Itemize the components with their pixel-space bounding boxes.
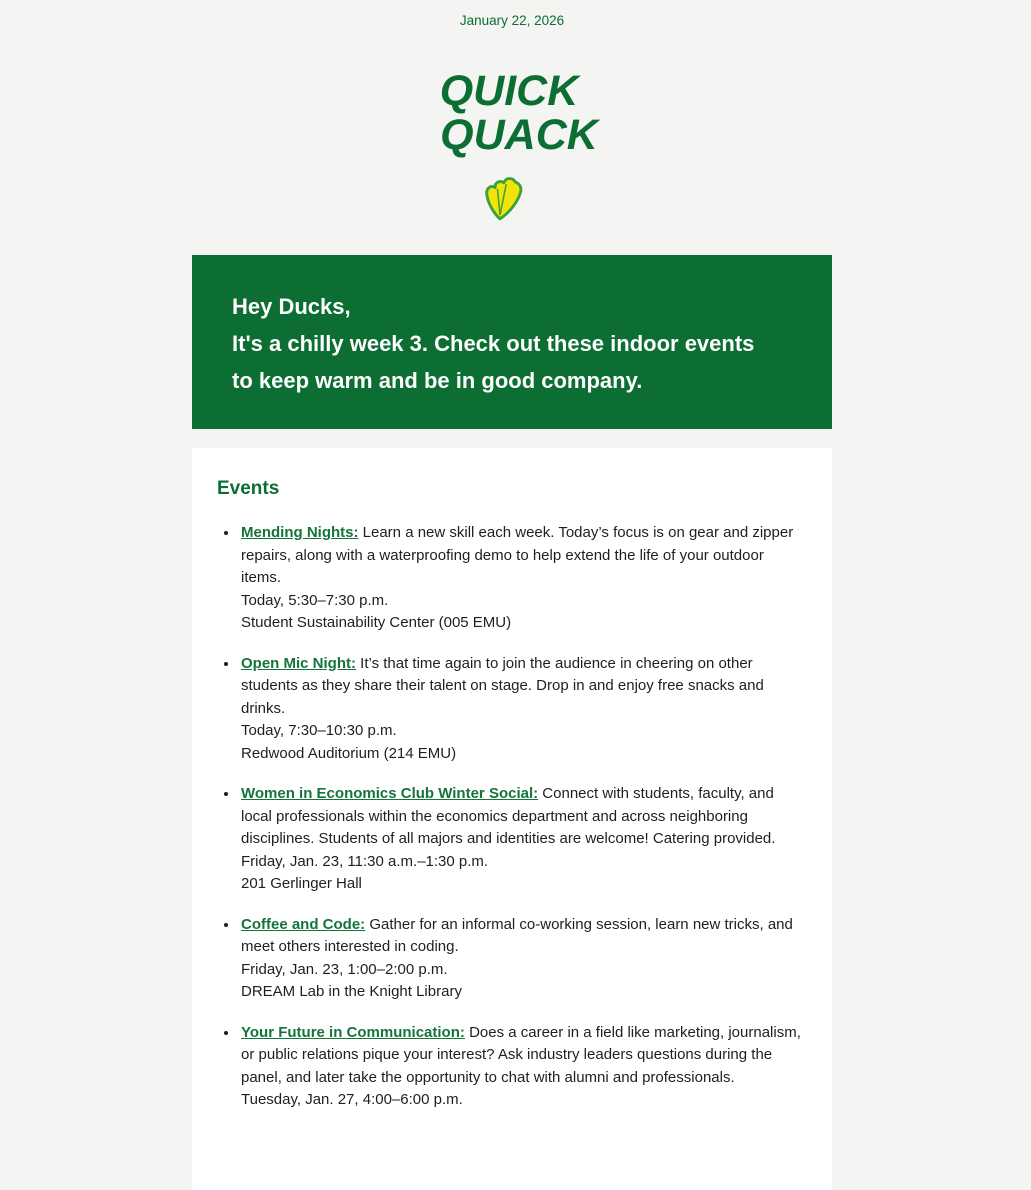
- event-location: Student Sustainability Center (005 EMU): [241, 614, 512, 631]
- intro-banner: [192, 255, 832, 429]
- event-list-item: [239, 1022, 807, 1112]
- event-list-item: [239, 522, 807, 635]
- date-text: January 22, 2026: [459, 13, 565, 28]
- event-title-link[interactable]: Open Mic Night:: [241, 654, 356, 672]
- event-title-link[interactable]: Mending Nights:: [241, 524, 359, 541]
- event-description: Learn a new skill each week. Today’s focus is on gear and zipper repairs, along with a waterproofing demo to help extend the life of your outdoor items.: [241, 524, 794, 586]
- logo-word-quack: QUACK: [440, 111, 598, 159]
- event-description: It’s that time again to join the audience in cheering on other students as they share their talent on stage. Drop in and enjoy free snacks and drinks.: [241, 654, 764, 717]
- event-list-item: [239, 783, 807, 896]
- event-list-item: [239, 653, 807, 766]
- event-time: Today, 7:30–10:30 p.m.: [241, 722, 397, 739]
- events-card: [192, 448, 832, 1190]
- event-description: Does a career in a field like marketing, journalism, or public relations pique your interest? Ask industry leaders questions during the panel, and later take the opportunity to chat with alumni and professionals.: [241, 1023, 801, 1086]
- logo-word-quick: QUICK: [439, 67, 579, 115]
- banner-greeting: Hey Ducks,: [232, 294, 351, 319]
- events-heading: Events: [217, 478, 280, 499]
- event-time: Friday, Jan. 23, 11:30 a.m.–1:30 p.m.: [241, 852, 489, 870]
- event-time: Tuesday, Jan. 27, 4:00–6:00 p.m.: [241, 1091, 463, 1108]
- banner-message: It's a chilly week 3. Check out these indoor events to keep warm and be in good company.: [232, 331, 755, 393]
- event-location: DREAM Lab in the Knight Library: [241, 983, 462, 1000]
- event-location: Redwood Auditorium (214 EMU): [241, 744, 457, 762]
- event-description: Gather for an informal co-working session, learn new tricks, and meet others interested in coding.: [241, 915, 793, 955]
- event-description: Connect with students, faculty, and local professionals within the economics department and across neighboring disciplines. Students of all majors and identities are welcome! Catering provided.: [241, 785, 776, 847]
- events-list: [217, 522, 807, 1112]
- duck-foot-icon: [0, 174, 1024, 225]
- event-time: Friday, Jan. 23, 1:00–2:00 p.m.: [241, 960, 448, 978]
- event-title-link[interactable]: Your Future in Communication:: [241, 1023, 465, 1041]
- event-title-link[interactable]: Coffee and Code:: [241, 915, 366, 933]
- event-location: 201 Gerlinger Hall: [241, 875, 362, 892]
- event-list-item: [239, 914, 807, 1004]
- event-title-link[interactable]: Women in Economics Club Winter Social:: [241, 785, 539, 802]
- quick-quack-logo: [0, 69, 1024, 157]
- event-time: Today, 5:30–7:30 p.m.: [241, 591, 389, 609]
